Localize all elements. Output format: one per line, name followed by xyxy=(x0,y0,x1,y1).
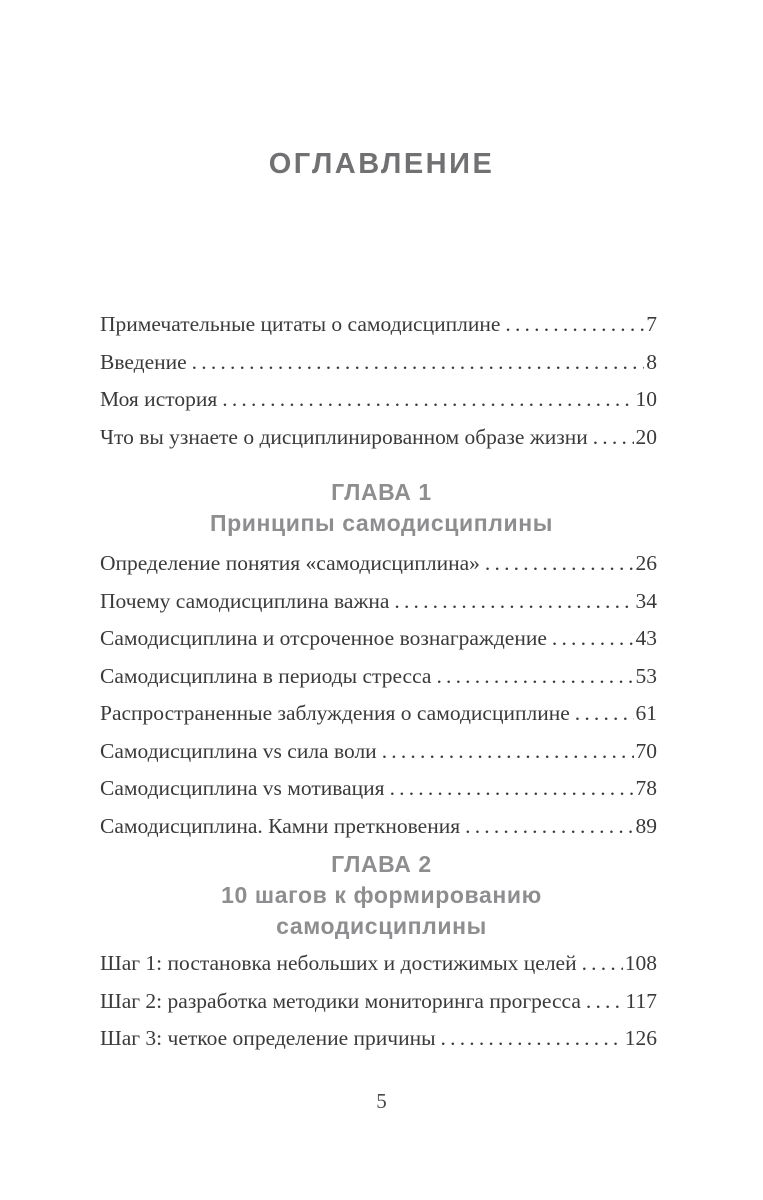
front-matter-list xyxy=(100,306,657,456)
dot-leader xyxy=(436,658,633,696)
toc-entry xyxy=(100,419,657,457)
entry-page-number: 7 xyxy=(646,312,657,336)
toc-entry xyxy=(100,344,657,382)
chapter-2-title-line2: самодисциплины xyxy=(276,913,487,939)
entry-label: Введение xyxy=(100,349,187,374)
dot-leader xyxy=(382,733,634,771)
entry-label: Самодисциплина vs мотивация xyxy=(100,776,385,800)
entry-page-number: 10 xyxy=(635,387,657,411)
dot-leader xyxy=(441,1020,623,1058)
dot-leader xyxy=(394,583,633,621)
dot-leader xyxy=(575,695,634,733)
dot-leader xyxy=(505,306,644,344)
entry-label: Моя история xyxy=(100,387,218,411)
entry-page-number: 20 xyxy=(635,424,657,449)
entry-page-number: 126 xyxy=(624,1026,657,1050)
dot-leader xyxy=(192,344,645,382)
chapter-1-title: Принципы самодисциплины xyxy=(210,510,553,536)
toc-entry xyxy=(100,695,657,733)
entry-label: Самодисциплина в периоды стресса xyxy=(100,663,432,688)
dot-leader xyxy=(582,945,623,983)
dot-leader xyxy=(390,770,634,808)
entry-page-number: 70 xyxy=(635,738,657,763)
toc-entry xyxy=(100,808,657,846)
entry-page-number: 89 xyxy=(635,813,657,838)
dot-leader xyxy=(593,419,634,457)
chapter-2-number: ГЛАВА 2 xyxy=(331,851,432,877)
entry-page-number: 61 xyxy=(635,701,657,725)
toc-entry xyxy=(100,620,657,658)
toc-entry xyxy=(100,583,657,621)
toc-entry xyxy=(100,945,657,983)
entry-page-number: 43 xyxy=(635,626,657,650)
entry-label: Самодисциплина. Камни преткновения xyxy=(100,813,461,838)
dot-leader xyxy=(485,545,634,583)
dot-leader xyxy=(222,381,633,419)
chapter-2-list xyxy=(100,945,657,1058)
entry-page-number: 117 xyxy=(625,988,657,1013)
chapter-1-list xyxy=(100,545,657,845)
dot-leader xyxy=(586,983,624,1021)
entry-page-number: 34 xyxy=(635,588,657,613)
chapter-2-title-line1: 10 шагов к формированию xyxy=(221,882,542,908)
entry-label: Шаг 1: постановка небольших и достижимых целей xyxy=(100,951,577,975)
chapter-1-number: ГЛАВА 1 xyxy=(331,479,432,505)
entry-label: Что вы узнаете о дисциплинированном образе жизни xyxy=(100,424,588,449)
page-number-footer: 5 xyxy=(376,1089,387,1113)
entry-page-number: 78 xyxy=(635,776,657,800)
entry-page-number: 8 xyxy=(646,349,657,374)
entry-label: Примечательные цитаты о самодисциплине xyxy=(100,312,501,336)
entry-label: Почему самодисциплина важна xyxy=(100,588,390,613)
entry-page-number: 26 xyxy=(635,551,657,575)
entry-label: Самодисциплина vs сила воли xyxy=(100,738,377,763)
dot-leader xyxy=(465,808,633,846)
entry-label: Шаг 3: четкое определение причины xyxy=(100,1026,436,1050)
toc-entry xyxy=(100,770,657,808)
entry-label: Распространенные заблуждения о самодисциплине xyxy=(100,701,570,725)
chapter-2-heading xyxy=(0,849,763,942)
toc-entry xyxy=(100,306,657,344)
entry-label: Шаг 2: разработка методики мониторинга прогресса xyxy=(100,988,581,1013)
toc-title: ОГЛАВЛЕНИЕ xyxy=(268,148,495,180)
entry-label: Определение понятия «самодисциплина» xyxy=(100,551,480,575)
toc-entry xyxy=(100,658,657,696)
entry-page-number: 108 xyxy=(624,951,657,975)
toc-entry xyxy=(100,1020,657,1058)
entry-label: Самодисциплина и отсроченное вознаграждение xyxy=(100,626,547,650)
dot-leader xyxy=(552,620,634,658)
toc-entry xyxy=(100,381,657,419)
chapter-1-heading xyxy=(0,477,763,539)
toc-entry xyxy=(100,983,657,1021)
toc-entry xyxy=(100,545,657,583)
entry-page-number: 53 xyxy=(635,663,657,688)
toc-entry xyxy=(100,733,657,771)
